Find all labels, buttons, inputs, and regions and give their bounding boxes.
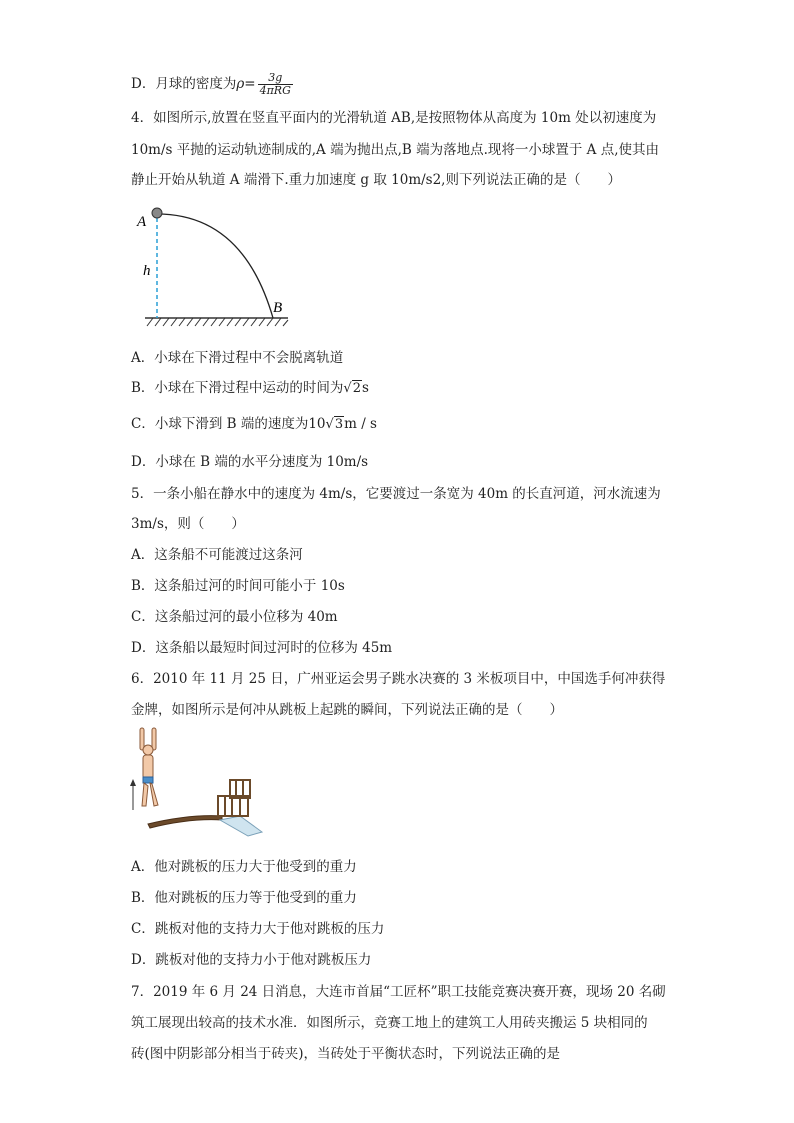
q4-stem-line1: 4．如图所示,放置在竖直平面内的光滑轨道 AB,是按照物体从高度为 10m 处以初速度为	[131, 110, 657, 126]
up-arrow-head	[130, 779, 136, 786]
q3-option-d	[131, 72, 293, 97]
q6-option-c: C．跳板对他的支持力大于他对跳板的压力	[131, 921, 385, 937]
q7-stem-line1: 7．2019 年 6 月 24 日消息，大连市首届“工匠杯”职工技能竞赛决赛开赛，现场 20 名砌	[131, 984, 666, 1000]
q6-option-b: B．他对跳板的压力等于他受到的重力	[131, 890, 357, 906]
ball	[152, 208, 162, 218]
q3-option-d-text: D．月球的密度为	[131, 76, 237, 92]
springboard	[148, 816, 222, 828]
q5-option-b: B．这条船过河的时间可能小于 10s	[131, 578, 345, 594]
label-b: B	[273, 300, 283, 316]
board-stand	[220, 816, 262, 836]
q4-option-b: B．小球在下滑过程中运动的时间为√2s	[131, 378, 369, 399]
q4-option-c: C．小球下滑到 B 端的速度为10√3m / s	[131, 414, 377, 435]
q6-stem-line2: 金牌，如图所示是何冲从跳板上起跳的瞬间，下列说法正确的是（ ）	[131, 702, 563, 718]
railing	[218, 780, 250, 816]
rho-symbol: ρ=	[236, 76, 256, 92]
q6-stem-line1: 6．2010 年 11 月 25 日，广州亚运会男子跳水决赛的 3 米板项目中，中国选手何冲获得	[131, 671, 666, 687]
q7-stem-line2: 筑工展现出较高的技术水准．如图所示，竞赛工地上的建筑工人用砖夹搬运 5 块相同的	[131, 1015, 648, 1031]
label-a: A	[137, 214, 147, 230]
ground-hatch	[147, 318, 288, 326]
q6-option-d: D．跳板对他的支持力小于他对跳板压力	[131, 952, 372, 968]
sqrt-symbol: √2	[343, 381, 361, 396]
q5-stem-line1: 5．一条小船在静水中的速度为 4m/s，它要渡过一条宽为 40m 的长直河道，河水流速为	[131, 486, 661, 502]
q6-option-a: A．他对跳板的压力大于他受到的重力	[131, 859, 357, 875]
trajectory-curve	[157, 214, 273, 318]
q4-trajectory-figure	[133, 200, 293, 330]
q5-stem-line2: 3m/s，则（ ）	[131, 516, 245, 532]
q4-stem-line3: 静止开始从轨道 A 端滑下.重力加速度 g 取 10m/s2,则下列说法正确的是（ ）	[131, 172, 621, 188]
q7-stem-line3: 砖(图中阴影部分相当于砖夹)，当砖处于平衡状态时，下列说法正确的是	[131, 1046, 561, 1062]
sqrt-symbol: √3	[325, 417, 344, 432]
q5-option-c: C．这条船过河的最小位移为 40m	[131, 609, 338, 625]
q4-option-a: A．小球在下滑过程中不会脱离轨道	[131, 350, 344, 366]
q4-stem-line2: 10m/s 平抛的运动轨迹制成的,A 端为抛出点,B 端为落地点.现将一小球置于 A 点,使其由	[131, 142, 659, 158]
diver	[140, 728, 158, 806]
density-fraction: $\frac{3g}{\text{4πRG}}$	[259, 71, 291, 97]
q4-option-d: D．小球在 B 端的水平分速度为 10m/s	[131, 454, 369, 470]
label-h: h	[143, 263, 151, 279]
q6-diver-figure	[130, 728, 270, 838]
q5-option-a: A．这条船不可能渡过这条河	[131, 547, 303, 563]
q5-option-d: D．这条船以最短时间过河时的位移为 45m	[131, 640, 393, 656]
